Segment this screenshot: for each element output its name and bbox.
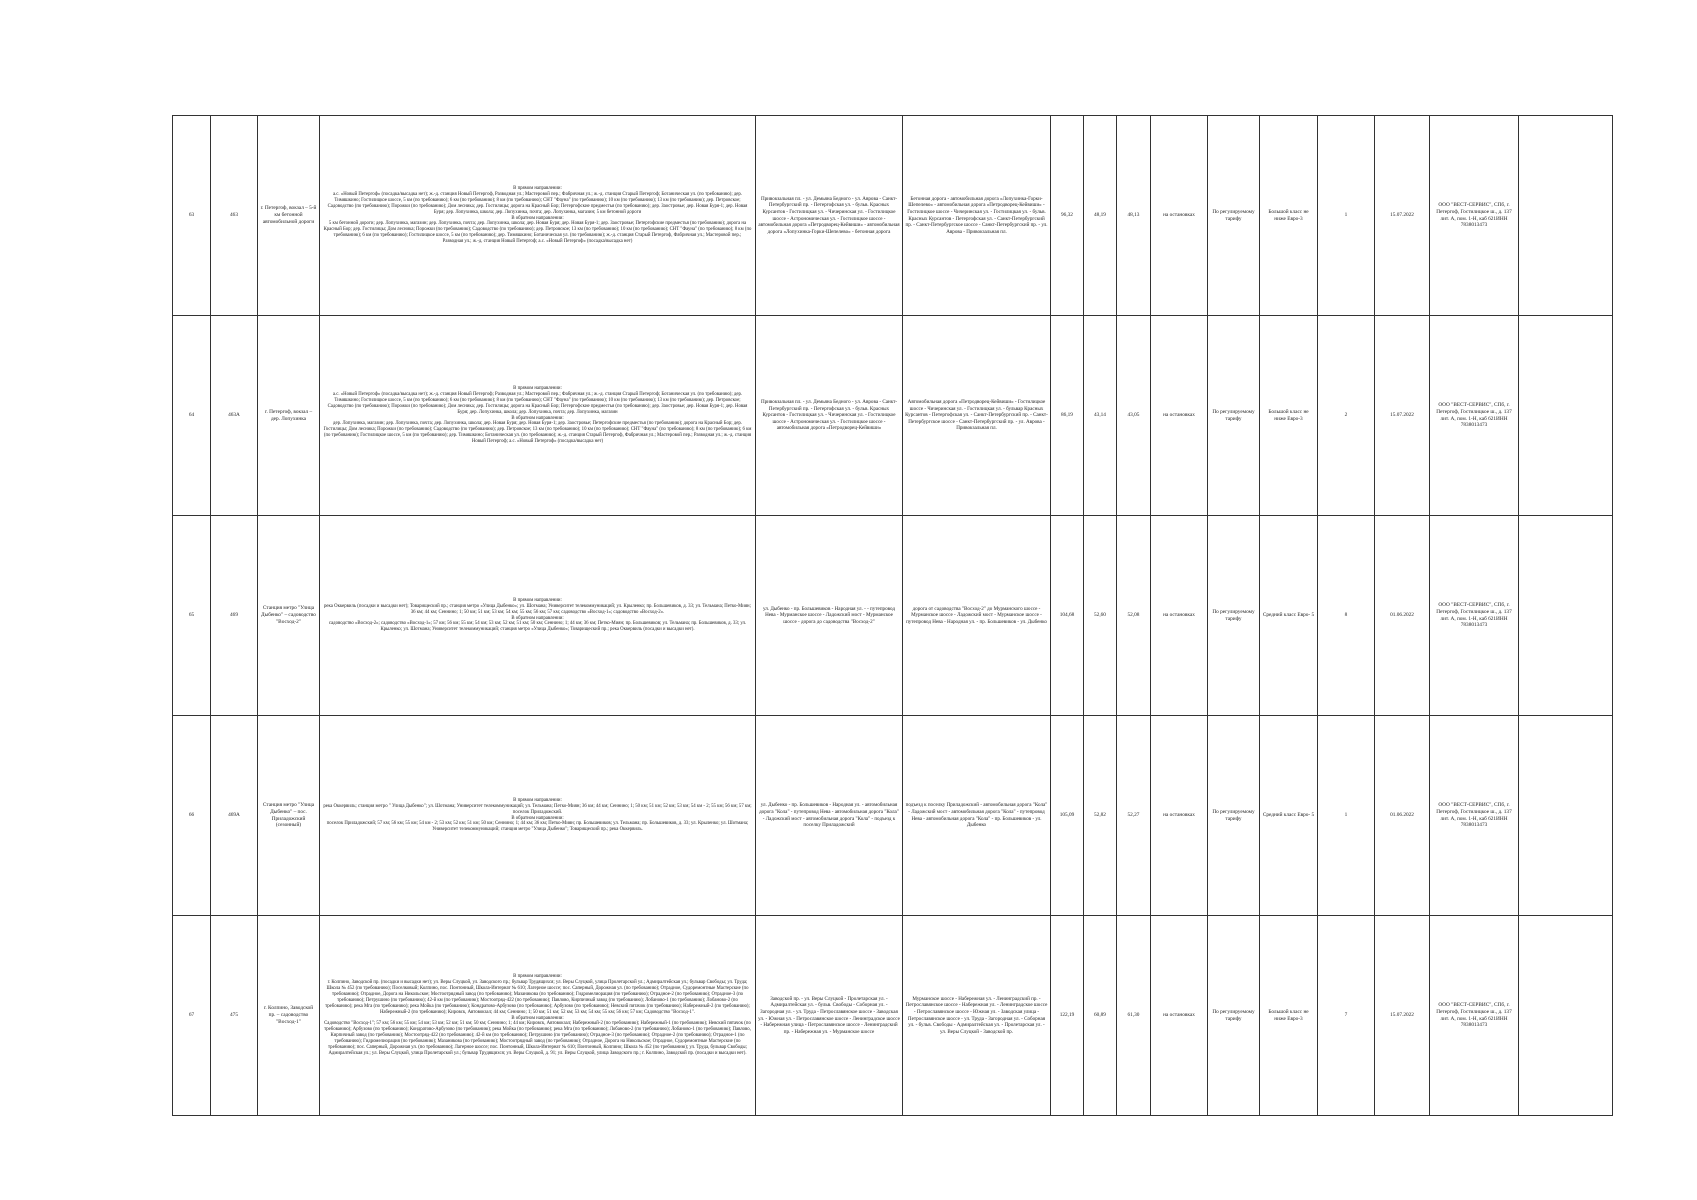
table-row xyxy=(173,116,1613,316)
length-forward: 48,19 xyxy=(1084,116,1117,316)
start-date: 01.06.2022 xyxy=(1375,716,1430,916)
length-total: 96,32 xyxy=(1051,116,1084,316)
length-backward: 52,08 xyxy=(1117,516,1151,716)
length-backward: 61,30 xyxy=(1117,916,1151,1116)
vehicle-count: 1 xyxy=(1318,116,1375,316)
route-name: г. Колпино, Заводской пр. – садоводство "Восход-1" xyxy=(258,916,320,1116)
stop-order: на остановках xyxy=(1151,516,1208,716)
route-number: 469А xyxy=(211,716,258,916)
stop-order: на остановках xyxy=(1151,316,1208,516)
vehicle-count: 1 xyxy=(1318,716,1375,916)
forward-streets: Заводской пр. - ул. Веры Слуцкой - Пролетарская ул. - Адмиралтейская ул. - бульв. Свободы - Соборная ул. - Загородная ул. - ул. Труда - Петрославянское шоссе - Заводская ул. - Южная ул. - Петрославянское шоссе - Ленинградское шоссе - Набережная улица - Петрославянское шоссе - Ленинградский пр. - Набережная ул. - Мурманское шоссе xyxy=(756,916,903,1116)
stop-order: на остановках xyxy=(1151,116,1208,316)
backward-streets: Бетонная дорога - автомобильная дорога «Лопухинка-Горки-Шепелево» - автомобильная дорога «Петродворец-Кейвиши» - Гостилицкое шоссе - Чичеринская ул. - Гостилицкая ул. - бульв. Красных Курсантов - Петергофская ул. - Санкт-Петербургский пр. - Санкт-Петербургское шоссе - Санкт-Петербургский пр. - ул. Аврова - Привокзальная пл. xyxy=(903,116,1051,316)
tariff-type: По регулируемому тарифу xyxy=(1208,516,1260,716)
route-name: Станция метро "Улица Дыбенко" – пос. Приладожский (сезонный) xyxy=(258,716,320,916)
vehicle-class: Большой класс не ниже Евро-3 xyxy=(1260,916,1318,1116)
vehicle-class: Средний класс Евро- 5 xyxy=(1260,516,1318,716)
length-total: 105,09 xyxy=(1051,716,1084,916)
extra-cell xyxy=(1519,316,1613,516)
row-number: 63 xyxy=(173,116,211,316)
backward-streets: Автомобильная дорога «Петродворец-Кейвиши» - Гостилицкое шоссе - Чичеринская ул. - Гостилицкая ул. - бульвар Красных Курсантов - Петергофская ул. - Санкт-Петербургский пр. - Санкт-Петербургское шоссе - Санкт-Петербургский пр. - ул. Аврова - Привокзальная пл. xyxy=(903,316,1051,516)
length-backward: 52,27 xyxy=(1117,716,1151,916)
extra-cell xyxy=(1519,716,1613,916)
carrier-info: ООО "ВЕСТ-СЕРВИС", СПб, г. Петергоф, Гостилицкое ш., д. 137 лит. А, пом. 1-Н, каб 621ИНН 7838013473 xyxy=(1430,316,1519,516)
route-number: 463 xyxy=(211,116,258,316)
extra-cell xyxy=(1519,516,1613,716)
stop-order: на остановках xyxy=(1151,716,1208,916)
start-date: 15.07.2022 xyxy=(1375,116,1430,316)
carrier-info: ООО "ВЕСТ-СЕРВИС", СПб, г. Петергоф, Гостилицкое ш., д. 137 лит. А, пом. 1-Н, каб 621ИНН 7838013473 xyxy=(1430,516,1519,716)
length-total: 122,19 xyxy=(1051,916,1084,1116)
stops-list: В прямом направлении: а.с. «Новый Петергоф» (посадка/высадка нет); ж.-д. станция Новый Петергоф; Разводная ул.; Мастеровой пер.; Фабричная ул.; ж.-д. станция Старый Петергоф; Ботаническая ул. (по требованию); дер. Тимяшкино; Гостилицкое шоссе, 5 км (по требованию); 6 км (по требованию); 8 км (по требованию); СНТ "Фауна" (по требованию); 10 км (по требованию); 13 км (по требованию); дер. Петровское; Садоводство (по требованию); Порожки (по требованию); Дом лесника; дер. Гостилицы; дорога на Красный Бор; Петергофские предместья (по требованию); дер. Заостровье; дер. Новая Буря-1; дер. Новая Буря; дер. Лопухинка, школа; дер. Лопухинка, почта; дер. Лопухинка, магазин В обратном направлении: дер. Лопухинка, магазин; дер. Лопухинка, почта; дер. Лопухинка, школа; дер. Новая Буря; дер. Новая Буря-1; дер. Заостровье; Петергофские предместья (по требованию); дорога на Красный Бор; дер. Гостилицы; Дом лесника; Порожки (по требованию); Садоводство (по требованию); дер. Петровское; 13 км (по требованию); 10 км (по требованию); СНТ "Фауна" (по требованию); 8 км (по требованию); 6 км (по требованию); Гостилицкое шоссе, 5 км (по требованию); дер. Тимяшкино; Ботаническая ул. (по требованию); ж.-д. станция Старый Петергоф, Фабричная ул.; Мастеровой пер.; Разводная ул.; ж.-д. станция Новый Петергоф; а.с. «Новый Петергоф» (посадка/высадка нет) xyxy=(320,316,756,516)
length-forward: 52,82 xyxy=(1084,716,1117,916)
row-number: 65 xyxy=(173,516,211,716)
route-name: г. Петергоф, вокзал – дер. Лопухинка xyxy=(258,316,320,516)
vehicle-class: Большой класс не ниже Евро-3 xyxy=(1260,316,1318,516)
forward-streets: ул. Дыбенко - пр. Большевиков - Народная ул. - автомобильная дорога "Кола" - путепровод Нева - автомобильная дорога "Кола" - Ладожский мост - автомобильная дорога "Кола" - подъезд к поселку Приладожский xyxy=(756,716,903,916)
row-number: 64 xyxy=(173,316,211,516)
length-forward: 60,89 xyxy=(1084,916,1117,1116)
route-name: Станция метро "Улица Дыбенко" – садоводство "Восход-2" xyxy=(258,516,320,716)
length-backward: 43,05 xyxy=(1117,316,1151,516)
carrier-info: ООО "ВЕСТ-СЕРВИС", СПб, г. Петергоф, Гостилицкое ш., д. 137 лит. А, пом. 1-Н, каб 621ИНН 7838013473 xyxy=(1430,716,1519,916)
stop-order: на остановках xyxy=(1151,916,1208,1116)
forward-streets: Привокзальная пл. - ул. Демьяна Бедного - ул. Аврова - Санкт-Петербургский пр. - Петергофская ул. - бульв. Красных Курсантов - Гостилицкая ул. - Чичеринская ул. - Гостилицкое шоссе - Астрономическая ул. - Гостилицкое шоссе - автомобильная дорога «Петродворец-Кейвиши» xyxy=(756,316,903,516)
extra-cell xyxy=(1519,116,1613,316)
row-number: 66 xyxy=(173,716,211,916)
route-number: 469 xyxy=(211,516,258,716)
route-number: 475 xyxy=(211,916,258,1116)
stops-list: В прямом направлении: река Оккервиль; станция метро " Улица Дыбенко"; ул. Шотмана; Университет телекоммуникаций; ул. Тельмана; Петко-Миян; 36 км; 44 км; Сеннино; 1; 50 км; 51 км; 52 км; 53 км; 54 км - 2; 55 км; 56 км; 57 км; поселок Приладожский. В обратном направлении: поселок Приладожский; 57 км; 56 км; 55 км; 54 км - 2; 53 км; 52 км; 51 км; 50 км; Сеннино; 1; 44 км; 36 км; Петко-Миян; пр. Большевиков; ул. Тельмана; пр. Большевиков, д. 33; ул. Крыленко; ул. Шотмана; Университет телекоммуникаций; станция метро "Улица Дыбенко"; Товарищеский пр.; река Оккервиль. xyxy=(320,716,756,916)
route-number: 463А xyxy=(211,316,258,516)
stops-list: В прямом направлении: река Оккервиль (посадки и высадки нет); Товарищеский пр.; станция метро «Улица Дыбенко»; ул. Шотмана; Университет телекоммуникаций; ул. Крыленко; пр. Большевиков, д. 33; ул. Тельмана; Петко-Миян; 36 км; 44 км; Сеннино; 1; 50 км; 51 км; 53 км; 54 км; 55 км; 56 км; 57 км; садоводство «Восход-1»; садоводство «Восход-2». В обратном направлении: садоводство «Восход-2»; садоводство «Восход-1»; 57 км; 56 км; 55 км; 54 км; 53 км; 52 км; 51 км; 50 км; Сеннино; 1; 44 км; 36 км; Петко-Миян; пр. Большевиков; ул. Тельмана; пр. Большевиков, д. 33; ул. Крыленко; ул. Шотмана; Университет телекоммуникаций; станция метро «Улица Дыбенко»; Товарищеский пр.; река Оккервиль (посадки и высадки нет). xyxy=(320,516,756,716)
backward-streets: Мурманское шоссе - Набережная ул. - Ленинградский пр. - Петрославянское шоссе - Набережная ул. - Ленинградское шоссе - Петрославянское шоссе - Южная ул. - Заводская улица - Петрославянское шоссе - ул. Труда - Загородная ул. - Соборная ул. - бульв. Свободы - Адмиралтейская ул. - Пролетарская ул. - ул. Веры Слуцкой - Заводской пр. xyxy=(903,916,1051,1116)
carrier-info: ООО "ВЕСТ-СЕРВИС", СПб, г. Петергоф, Гостилицкое ш., д. 137 лит. А, пом. 1-Н, каб 621ИНН 7838013473 xyxy=(1430,116,1519,316)
stops-list: В прямом направлении: а.с. «Новый Петергоф» (посадка/высадка нет); ж.-д. станция Новый Петергоф, Разводная ул.; Мастеровой пер.; Фабричная ул.; ж.-д. станция Старый Петергоф; Ботаническая ул. (по требованию); дер. Тимяшкино; Гостилицкое шоссе, 5 км (по требованию); 6 км (по требованию); 8 км (по требованию); СНТ "Фауна" (по требованию); 10 км (по требованию); 13 км (по требованию); дер. Петровское; Садоводство (по требованию); Порожки (по требованию); Дом лесника; дер. Гостилицы; дорога на Красный Бор; Петергофские предместья (по требованию); дер. Заостровье; дер. Новая Буря-1; дер. Новая Буря; дер. Лопухинка, школа; дер. Лопухинка, почта; дер. Лопухинка, магазин; 5 км бетонной дороги В обратном направлении: 5 км бетонной дороги; дер. Лопухинка, магазин; дер. Лопухинка, почта; дер. Лопухинка, школа; дер. Новая Буря; дер. Новая Буря-1; дер. Заостровье; Петергофские предместья (по требованию); дорога на Красный Бор; дер. Гостилицы; Дом лесника; Порожки (по требованию); Садоводство (по требованию); дер. Петровское; 13 км (по требованию); 10 км (по требованию); СНТ "Фауна" (по требованию); 8 км (по требованию); 6 км (по требованию); Гостилицкое шоссе, 5 км (по требованию); дер. Тимяшкино; Ботаническая ул. (по требованию); ж.-д. станция Старый Петергоф, Фабричная ул.; Мастеровой пер.; Разводная ул.; ж.-д. станция Новый Петергоф; а.с. «Новый Петергоф» (посадка/высадка нет) xyxy=(320,116,756,316)
length-forward: 43,14 xyxy=(1084,316,1117,516)
tariff-type: По регулируемому тарифу xyxy=(1208,116,1260,316)
vehicle-count: 2 xyxy=(1318,316,1375,516)
start-date: 15.07.2022 xyxy=(1375,916,1430,1116)
extra-cell xyxy=(1519,916,1613,1116)
tariff-type: По регулируемому тарифу xyxy=(1208,916,1260,1116)
tariff-type: По регулируемому тарифу xyxy=(1208,316,1260,516)
stops-list: В прямом направлении: г. Колпино, Заводской пр. (посадки и высадки нет); ул. Веры Слуцкой, ул. Заводского пр.; бульвар Трудящихся; ул. Веры Слуцкой, улица Пролетарской ул.; Адмиралтейская ул.; бульвар Свободы; ул. Труда; Школа № 452 (по требованию); Поселковый; Колпино, пос. Понтонный, Школа-Интернат № 610; Лагерное шоссе; пос. Саперный, Дорожная ул. (по требованию); Отрадное, Судоремонтные Мастерские (по требованию); Отрадное, Дорога на Никольское; Мостоотрядный завод (по требованию); Мазаникова (по требованию); Гидромелиорация (по требованию); Отрадное-2 (по требованию); Отрадное-3 (по требованию); Петрушино (по требованию); 42-й км (по требованию); Мостоотряд-422 (по требованию); Павлово, Кирпичный завод (по требованию); Лобаново-1 (по требованию); Лобаново-2 (по требованию); река Мга (по требованию); река Мойка (по требованию); Кондратово-Арбузово (по требованию); Арбузово (по требованию); Невский пятачок (по требованию); Набережный-2 (по требованию); Набережный-2 (по требованию); Кировск, Автовокзал; 44 км; Сеннино; 1; 50 км; 51 км; 52 км; 53 км; 54 км; 55 км; 56 км; 57 км; Садоводство "Восход-1". В обратном направлении: Садоводство "Восход-1"; 57 км; 56 км; 55 км; 54 км; 53 км; 52 км; 51 км; 50 км; Сеннино; 1; 44 км; Кировск, Автовокзал; Набережный-2 (по требованию); Набережный-1 (по требованию); Невский пятачок (по требованию); Арбузово (по требованию); Кондратово-Арбузово (по требованию); река Мойка (по требованию); река Мга (по требованию); Лобаново-2 (по требованию); Лобаново-1 (по требованию); Павлово, Кирпичный завод (по требованию); Мостоотряд-422 (по требованию); 42-й км (по требованию); Петрушино (по требованию); Отрадное-3 (по требованию); Отрадное-2 (по требованию); Отрадное-1 (по требованию); Гидромелиорация (по требованию); Мазаникова (по требованию); Мостоотрядный завод (по требованию); Отрадное, Дорога на Никольское; Отрадное, Судоремонтные Мастерские (по требованию); пос. Саперный, Дорожная ул. (по требованию); Лагерное шоссе; пос. Понтонный, Школа-Интернат № 610; Понтонный, Колпино; Школа № 452 (по требованию); ул. Труда, бульвар Свободы; Адмиралтейская ул.; ул. Веры Слуцкой, улица Пролетарской ул.; бульвар Трудящихся; ул. Веры Слуцкой, д. 91; ул. Веры Слуцкой, улица Заводского пр.; г. Колпино, Заводской пр. (посадки и высадки нет). xyxy=(320,916,756,1116)
forward-streets: ул. Дыбенко - пр. Большевиков - Народная ул. - - путепровод Нева - Мурманское шоссе - Ладожский мост - Мурманское шоссе - дорога до садоводства "Восход-2" xyxy=(756,516,903,716)
carrier-info: ООО "ВЕСТ-СЕРВИС", СПб, г. Петергоф, Гостилицкое ш., д. 137 лит. А, пом. 1-Н, каб 621ИНН 7838013473 xyxy=(1430,916,1519,1116)
vehicle-count: 7 xyxy=(1318,916,1375,1116)
table-row xyxy=(173,516,1613,716)
table-row xyxy=(173,716,1613,916)
vehicle-class: Средний класс Евро- 5 xyxy=(1260,716,1318,916)
backward-streets: дорога от садоводства "Восход-2" до Мурманского шоссе - Мурманское шоссе - Ладожский мост - Мурманское шоссе - путепровод Нева - Народная ул. - пр. Большевиков - ул. Дыбенко xyxy=(903,516,1051,716)
length-backward: 48,13 xyxy=(1117,116,1151,316)
vehicle-count: 8 xyxy=(1318,516,1375,716)
row-number: 67 xyxy=(173,916,211,1116)
route-name: г. Петергоф, вокзал – 5-й км бетонной автомобильной дороги xyxy=(258,116,320,316)
length-total: 104,68 xyxy=(1051,516,1084,716)
start-date: 01.06.2022 xyxy=(1375,516,1430,716)
table-row xyxy=(173,316,1613,516)
backward-streets: подъезд к поселку Приладожский - автомобильная дорога "Кола" - Ладожский мост - автомобильная дорога "Кола" - путепровод Нева - автомобильная дорога "Кола" - пр. Большевиков - ул. Дыбенко xyxy=(903,716,1051,916)
length-forward: 52,60 xyxy=(1084,516,1117,716)
start-date: 15.07.2022 xyxy=(1375,316,1430,516)
length-total: 86,19 xyxy=(1051,316,1084,516)
forward-streets: Привокзальная пл. - ул. Демьяна Бедного - ул. Аврова - Санкт-Петербургский пр. - Петергофская ул. - бульв. Красных Курсантов - Гостилицкая ул. - Чичеринская ул. - Гостилицкое шоссе - Астрономическая ул. - Гостилицкое шоссе - автомобильная дорога «Петродворец-Кейвиши» - автомобильная дорога «Лопухинка-Горки-Шепелево» - бетонная дорога xyxy=(756,116,903,316)
vehicle-class: Большой класс не ниже Евро-3 xyxy=(1260,116,1318,316)
routes-table xyxy=(172,115,1613,1116)
tariff-type: По регулируемому тарифу xyxy=(1208,716,1260,916)
table-row xyxy=(173,916,1613,1116)
